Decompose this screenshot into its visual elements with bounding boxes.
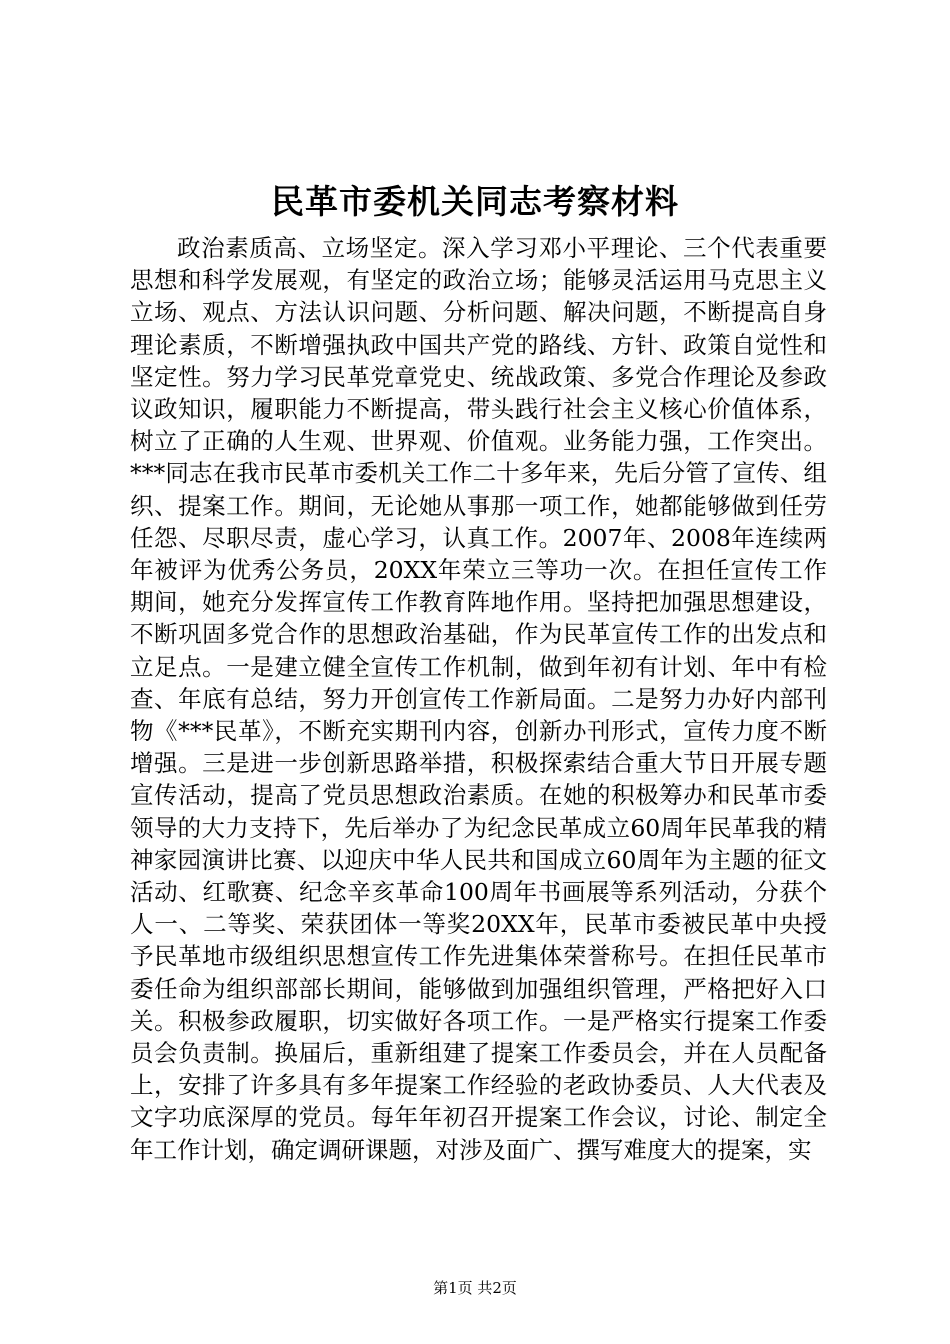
document-body-paragraph: 政治素质高、立场坚定。深入学习邓小平理论、三个代表重要思想和科学发展观，有坚定的政治立场；能够灵活运用马克思主义立场、观点、方法认识问题、分析问题、解决问题，不断提高自身理论素质，不断增强执政中国共产党的路线、方针、政策自觉性和坚定性。努力学习民革党章党史、统战政策、多党合作理论及参政议政知识，履职能力不断提高，带头践行社会主义核心价值体系，树立了正确的人生观、世界观、价值观。业务能力强，工作突出。***同志在我市民革市委机关工作二十多年来，先后分管了宣传、组织、提案工作。期间，无论她从事那一项工作，她都能够做到任劳任怨、尽职尽责，虚心学习，认真工作。2007年、2008年连续两年被评为优秀公务员，20XX年荣立三等功一次。在担任宣传工作期间，她充分发挥宣传工作教育阵地作用。坚持把加强思想建设，不断巩固多党合作的思想政治基础，作为民革宣传工作的出发点和立足点。一是建立健全宣传工作机制，做到年初有计划、年中有检查、年底有总结，努力开创宣传工作新局面。二是努力办好内部刊物《***民革》，不断充实期刊内容，创新办刊形式，宣传力度不断增强。三是进一步创新思路举措，积极探索结合重大节日开展专题宣传活动，提高了党员思想政治素质。在她的积极筹办和民革市委领导的大力支持下，先后举办了为纪念民革成立60周年民革我的精神家园演讲比赛、以迎庆中华人民共和国成立60周年为主题的征文活动、红歌赛、纪念辛亥革命100周年书画展等系列活动，分获个人一、二等奖、荣获团体一等奖20XX年，民革市委被民革中央授予民革地市级组织思想宣传工作先进集体荣誉称号。在担任民革市委任命为组织部部长期间，能够做到加强组织管理，严格把好入口关。积极参政履职，切实做好各项工作。一是严格实行提案工作委员会负责制。换届后，重新组建了提案工作委员会，并在人员配备上，安排了许多具有多年提案工作经验的老政协委员、人大代表及文字功底深厚的党员。每年年初召开提案工作会议，讨论、制定全年工作计划，确定调研课题，对涉及面广、撰写难度大的提案，实 bbox=[130, 234, 827, 1164]
document-title: 民革市委机关同志考察材料 bbox=[271, 182, 679, 221]
page-number-footer: 第1页 共2页 bbox=[433, 1279, 517, 1297]
